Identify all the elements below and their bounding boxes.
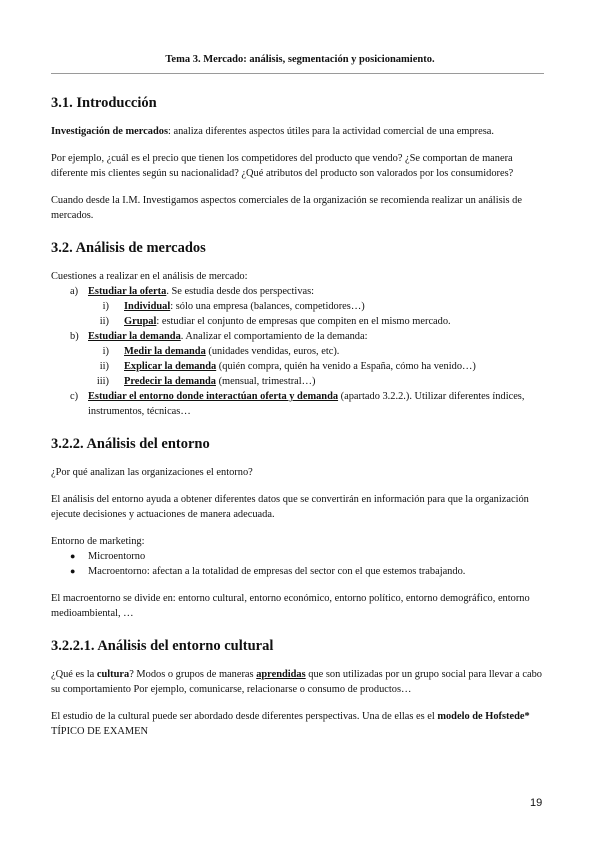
text-span: El estudio de la cultural puede ser abordado desde diferentes perspectivas. Una de ellas es el: [51, 711, 438, 722]
text-span: ¿Qué es la: [51, 669, 97, 680]
cultura-term: cultura: [96, 669, 130, 680]
demanda-term: Estudiar la demanda: [88, 331, 181, 342]
entorno-question: ¿Por qué analizan las organizaciones el entorno?: [51, 467, 253, 478]
investigacion-text: : analiza diferentes aspectos útiles para la actividad comercial de una empresa.: [168, 126, 494, 137]
list-item-b-i: [51, 344, 548, 359]
text-span: que son utilizadas por un grupo social para llevar a cabo su comportamiento Por ejemplo, comunicarse, relacionarse o consumo de productos…: [51, 669, 542, 695]
oferta-text: . Se estudia desde dos perspectivas:: [166, 286, 315, 297]
explicar-term: Explicar la demanda: [124, 361, 217, 372]
im-paragraph: Cuando desde la I.M. Investigamos aspectos comerciales de la organización se recomienda realizar un análisis de mercados.: [51, 195, 522, 221]
grupal-text: : estudiar el conjunto de empresas que compiten en el mismo mercado.: [156, 316, 451, 327]
list-label: i): [102, 301, 109, 312]
bullet-item: [51, 564, 548, 579]
section-3-2-heading: 3.2. Análisis de mercados: [51, 240, 206, 256]
bullet-text: Macroentorno: afectan a la totalidad de empresas del sector con el que estemos trabajando.: [88, 566, 466, 577]
grupal-term: Grupal: [124, 316, 157, 327]
macroentorno-paragraph: El macroentorno se divide en: entorno cultural, entorno económico, entorno político, entorno demográfico, entorno medioambiental, …: [51, 593, 530, 619]
section-3-2-2-heading: 3.2.2. Análisis del entorno: [51, 436, 210, 452]
page-number: 19: [530, 797, 543, 809]
entorno-text: (apartado 3.2.2.). Utilizar diferentes índices, instrumentos, técnicas…: [88, 391, 525, 417]
running-header: Tema 3. Mercado: análisis, segmentación y posicionamiento.: [165, 54, 435, 65]
hofstede-paragraph: [51, 709, 548, 739]
section-3-1-heading: 3.1. Introducción: [51, 95, 157, 111]
cuestiones-intro: Cuestiones a realizar en el análisis de mercado:: [51, 271, 248, 282]
list-item-b: [51, 329, 548, 344]
list-item-a: [51, 284, 548, 299]
example-paragraph: Por ejemplo, ¿cuál es el precio que tienen los competidores del producto que vendo? ¿Se comportan de manera diferente mis clientes según su nacionalidad? ¿Qué atributos del producto son valorados por los consumidores?: [51, 153, 514, 179]
text-span: ? Modos o grupos de maneras: [129, 669, 257, 680]
bullet-text: Microentorno: [88, 551, 146, 562]
list-item-c: [51, 389, 548, 419]
list-label: a): [70, 286, 79, 297]
list-item-b-ii: [51, 359, 548, 374]
investigacion-term: Investigación de mercados: [51, 126, 168, 137]
page-content: [51, 94, 548, 739]
section-3-2-2-1-heading: 3.2.2.1. Análisis del entorno cultural: [51, 638, 274, 654]
medir-text: (unidades vendidas, euros, etc).: [205, 346, 340, 357]
list-label: ii): [99, 316, 109, 327]
list-item-b-iii: [51, 374, 548, 389]
explicar-text: (quién compra, quién ha venido a España, cómo ha venido…): [216, 361, 476, 372]
list-label: c): [70, 391, 79, 402]
medir-term: Medir la demanda: [124, 346, 206, 357]
header-divider: [51, 73, 544, 74]
list-item-a-i: [51, 299, 548, 314]
bullet-icon: ●: [70, 566, 76, 576]
predecir-text: (mensual, trimestral…): [215, 376, 316, 387]
investigacion-definition: [51, 124, 548, 139]
list-label: b): [70, 331, 79, 342]
list-label: ii): [99, 361, 109, 372]
bullet-icon: ●: [70, 551, 76, 561]
hofstede-term: modelo de Hofstede*: [437, 711, 530, 722]
demanda-text: . Analizar el comportamiento de la demanda:: [180, 331, 368, 342]
marketing-intro: Entorno de marketing:: [51, 536, 145, 547]
individual-term: Individual: [124, 301, 171, 312]
list-label: i): [102, 346, 109, 357]
list-item-a-ii: [51, 314, 548, 329]
exam-note: TÍPICO DE EXAMEN: [51, 726, 148, 737]
predecir-term: Predecir la demanda: [124, 376, 216, 387]
bullet-item: [51, 549, 548, 564]
individual-text: : sólo una empresa (balances, competidores…): [170, 301, 365, 312]
cultura-paragraph: [51, 667, 548, 697]
entorno-term: Estudiar el entorno donde interactúan oferta y demanda: [88, 391, 339, 402]
aprendidas-term: aprendidas: [256, 669, 306, 680]
list-label: iii): [96, 376, 109, 387]
entorno-paragraph: El análisis del entorno ayuda a obtener diferentes datos que se convertirán en información para que la organización ejecute decisiones y actuaciones de manera adecuada.: [51, 494, 529, 520]
oferta-term: Estudiar la oferta: [88, 286, 167, 297]
